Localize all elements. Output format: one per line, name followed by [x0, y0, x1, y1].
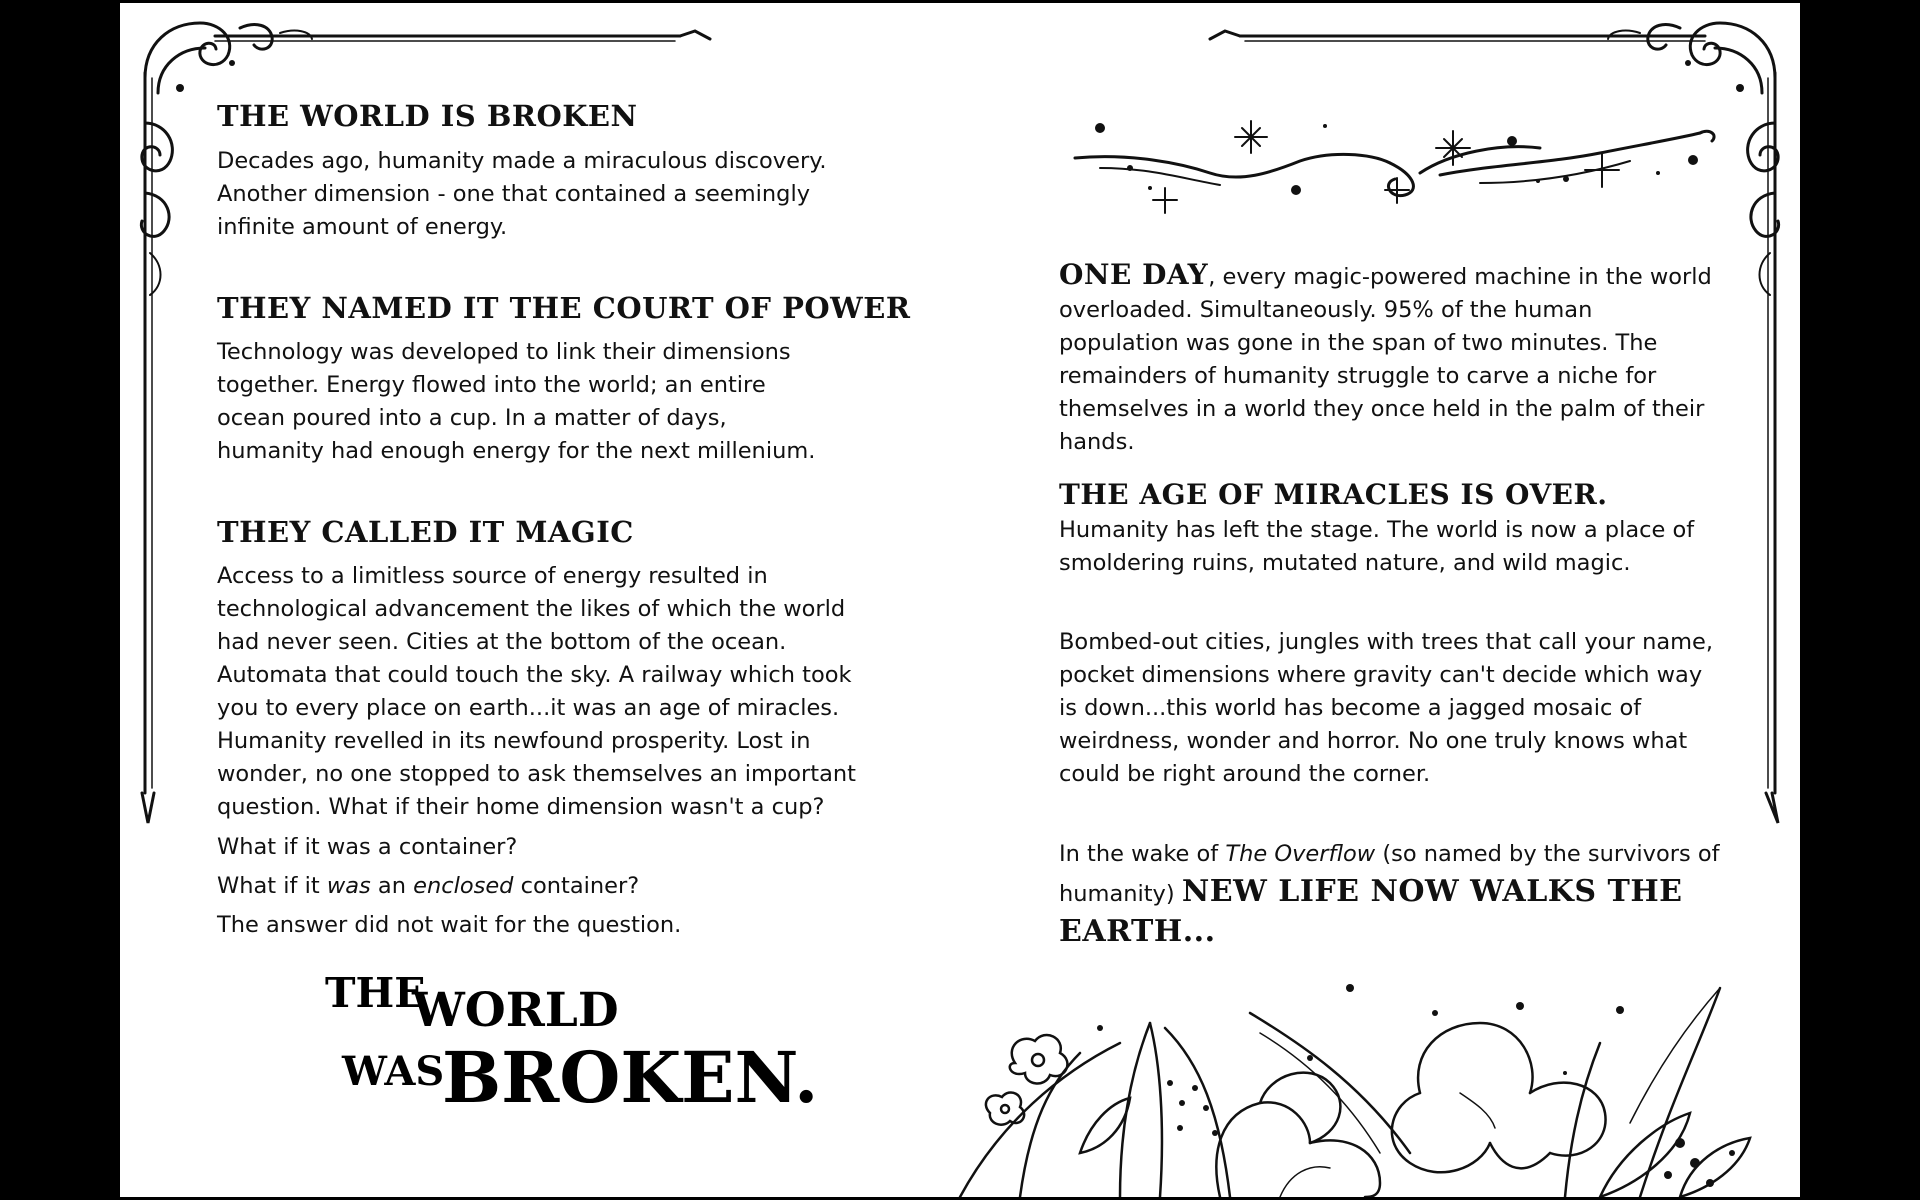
section-heading: THEY CALLED IT MAGIC — [217, 515, 634, 549]
section-heading: THE WORLD IS BROKEN — [217, 99, 638, 133]
book-spread — [120, 3, 1800, 1197]
callout-word: THE — [325, 969, 426, 1017]
question-line: What if it was an enclosed container? — [217, 873, 640, 899]
paragraph-overflow: In the wake of The Overflow (so named by the survivors of humanity) NEW LIFE NOW WALKS THE EARTH... — [1059, 841, 1720, 949]
flower-illustration-icon — [960, 988, 1750, 1197]
paragraph-one-day: ONE DAY, every magic-powered machine in the world overloaded. Simultaneously. 95% of the human population was gone in the span of two minutes. The remainders of humanity struggle to carve a niche for themselves in a world they once held in the palm of their hands. — [1059, 258, 1712, 455]
callout-word: WORLD — [412, 983, 619, 1038]
callout-word: WAS — [342, 1048, 445, 1095]
section-heading: THEY NAMED IT THE COURT OF POWER — [217, 291, 911, 325]
section-body: Access to a limitless source of energy resulted in technological advancement the likes of which the world had never seen. Cities at the bottom of the ocean. Automata that could touch the sky. A railway which took you to every place on earth...it was an age of miracles. Humanity revelled in its newfound prosperity. Lost in wonder, no one stopped to ask themselves an important question. What if their home dimension wasn't a cup? — [217, 563, 856, 820]
answer-line: The answer did not wait for the question. — [217, 912, 682, 938]
star-swirl-ornament-icon — [1075, 121, 1714, 213]
paragraph-age-of-miracles: THE AGE OF MIRACLES IS OVER. Humanity has left the stage. The world is now a place of smoldering ruins, mutated nature, and wild magic. — [1059, 478, 1695, 576]
inline-heading: NEW LIFE NOW WALKS THE EARTH... — [1059, 874, 1683, 949]
paragraph-bombed-out: Bombed-out cities, jungles with trees that call your name, pocket dimensions where gravity can't decide which way is down...this world has become a jagged mosaic of weirdness, wonder and horror. No one truly knows what could be right around the corner. — [1059, 629, 1714, 787]
question-line: What if it was a container? — [217, 834, 518, 860]
inline-heading: ONE DAY — [1059, 258, 1209, 291]
inline-heading: THE AGE OF MIRACLES IS OVER. — [1059, 478, 1608, 511]
section-body: Technology was developed to link their dimensions together. Energy flowed into the world; an entire ocean poured into a cup. In a matter of days, humanity had enough energy for the next millenium. — [217, 339, 816, 464]
section-body: Decades ago, humanity made a miraculous discovery. Another dimension - one that contained a seemingly infinite amount of energy. — [217, 148, 827, 240]
callout-word: BROKEN. — [442, 1036, 819, 1119]
